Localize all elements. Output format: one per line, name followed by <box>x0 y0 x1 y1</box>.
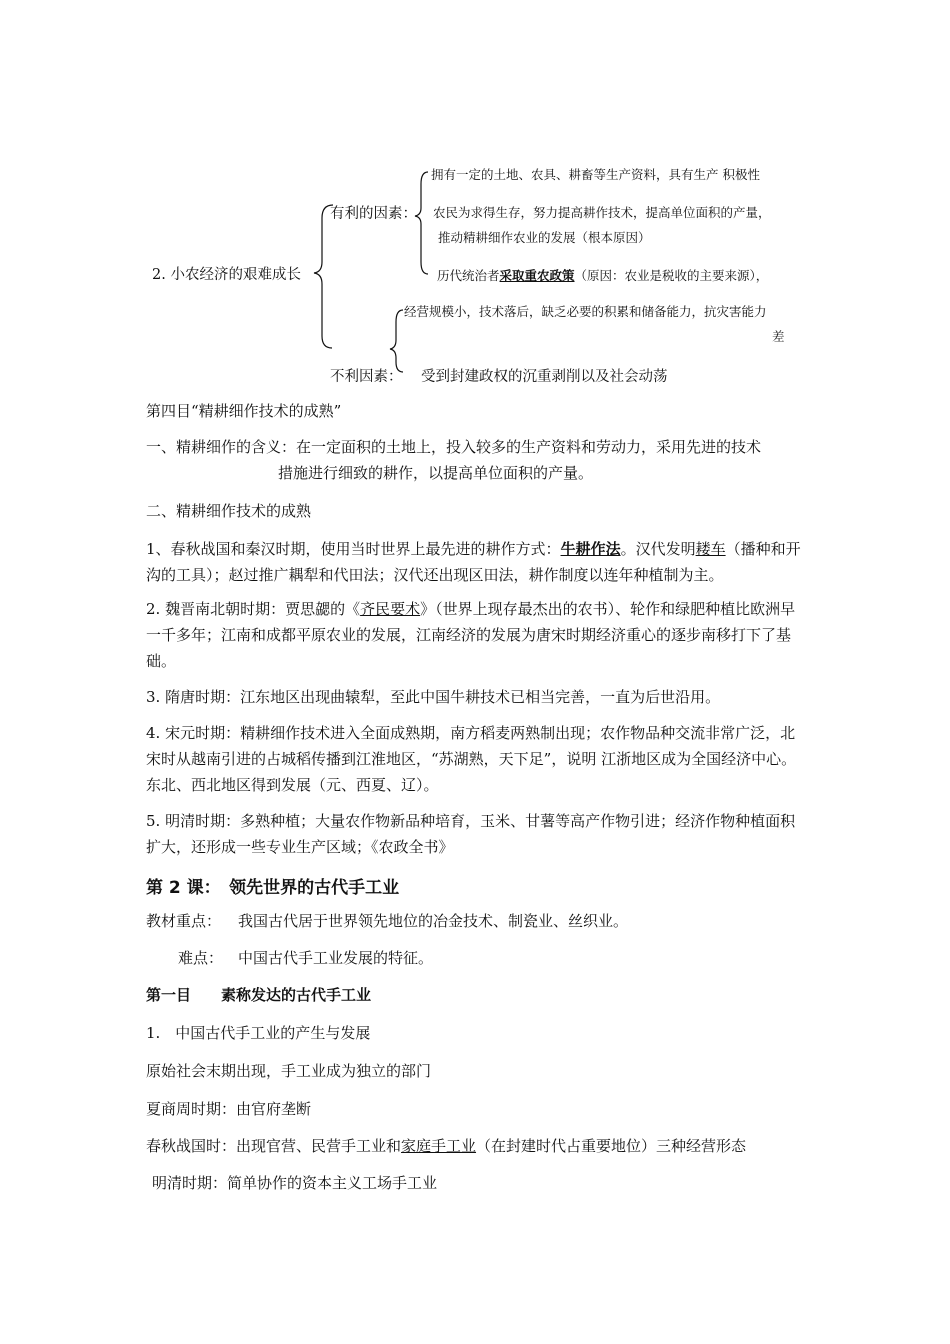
diagram-braces <box>0 0 950 400</box>
lesson2-title: 第 2 课： 领先世界的古代手工业 <box>146 878 400 898</box>
root-brace <box>314 205 333 348</box>
item-1: 1. 中国古代手工业的产生与发展 <box>146 1024 371 1042</box>
household-term: 家庭手工业 <box>401 1137 477 1155</box>
line-xia-shang-zhou: 夏商周时期：由官府垄断 <box>146 1100 312 1118</box>
unfavorable-brace <box>390 310 403 372</box>
paragraph-5: 5. 明清时期：多熟种植；大量农作物新品种培育，玉米、甘薯等高产作物引进；经济作物种植面积扩大，还形成一些专业生产区域；《农政全书》 <box>146 812 796 856</box>
unfavorable-item-1: 经营规模小，技术落后，缺乏必要的积累和储备能力，抗灾害能力 <box>404 304 767 319</box>
favorable-item-3: 推动精耕细作农业的发展（根本原因） <box>438 230 651 245</box>
plow-term: 牛耕 <box>560 540 591 558</box>
key-text: 我国古代居于世界领先地位的冶金技术、制瓷业、丝织业。 <box>238 912 629 930</box>
key-label: 教材重点： <box>146 912 222 930</box>
paragraph-2: 2. 魏晋南北朝时期：贾思勰的《齐民要术》（世界上现存最杰出的农书）、轮作和绿肥种植比欧洲早一千多年；江南和成都平原农业的发展，江南经济的发展为唐宋时期经济重心的逐步南移打下了基础。 <box>146 600 796 670</box>
favorable-item-2: 农民为求得生存，努力提高耕作技术，提高单位面积的产量， <box>433 205 771 220</box>
unfavorable-item-1-cont: 差 <box>772 329 785 344</box>
section1-title: 第一目 素称发达的古代手工业 <box>146 986 372 1004</box>
line-ming-qing: 明清时期：简单协作的资本主义工场手工业 <box>152 1174 438 1192</box>
favorable-item-4: 历代统治者采取重农政策（原因：农业是税收的主要来源）， <box>437 268 769 283</box>
line-spring-autumn: 春秋战国时：出现官营、民营手工业和家庭手工业（在封建时代占重要地位）三种经营形态 <box>146 1137 747 1155</box>
definition-line-1: 一、精耕细作的含义：在一定面积的土地上，投入较多的生产资料和劳动力，采用先进的技术 <box>146 438 762 456</box>
favorable-brace <box>415 172 428 274</box>
unfavorable-label: 不利因素： <box>330 369 403 385</box>
policy-term: 采取重农政策 <box>499 268 575 283</box>
section4-subtitle: 二、精耕细作技术的成熟 <box>146 502 312 520</box>
paragraph-4: 4. 宋元时期：精耕细作技术进入全面成熟期，南方稻麦两熟制出现；农作物品种交流非常广泛，北宋时从越南引进的占城稻传播到江淮地区，“苏湖熟，天下足”，说明 江浙地区成为全国经济中心。东北、西北地区得到发展（元、西夏、辽）。 <box>146 724 797 794</box>
book-title: 齐民要术 <box>360 600 421 618</box>
line-primitive: 原始社会末期出现，手工业成为独立的部门 <box>146 1062 432 1080</box>
favorable-label: 有利的因素： <box>330 206 417 222</box>
paragraph-3: 3. 隋唐时期：江东地区出现曲辕犁，至此中国牛耕技术已相当完善，一直为后世沿用。 <box>146 688 721 706</box>
difficulty-text: 中国古代手工业发展的特征。 <box>238 949 434 967</box>
paragraph-1: 1、春秋战国和秦汉时期，使用当时世界上最先进的耕作方式：牛耕作法。汉代发明耧车（播种和开沟的工具）；赵过推广耦犁和代田法；汉代还出现区田法，耕作制度以连年种植制为主。 <box>146 540 801 584</box>
difficulty-label: 难点： <box>178 949 224 967</box>
favorable-item-1: 拥有一定的土地、农具、耕畜等生产资料，具有生产 积极性 <box>431 167 760 182</box>
seeder-term: 耧车 <box>695 540 726 558</box>
definition-line-2: 措施进行细致的耕作，以提高单位面积的产量。 <box>278 464 594 482</box>
diagram-root-label: 2. 小农经济的艰难成长 <box>152 267 301 283</box>
section4-title: 第四目“精耕细作技术的成熟” <box>146 402 342 420</box>
unfavorable-item-2: 受到封建政权的沉重剥削以及社会动荡 <box>421 369 668 385</box>
